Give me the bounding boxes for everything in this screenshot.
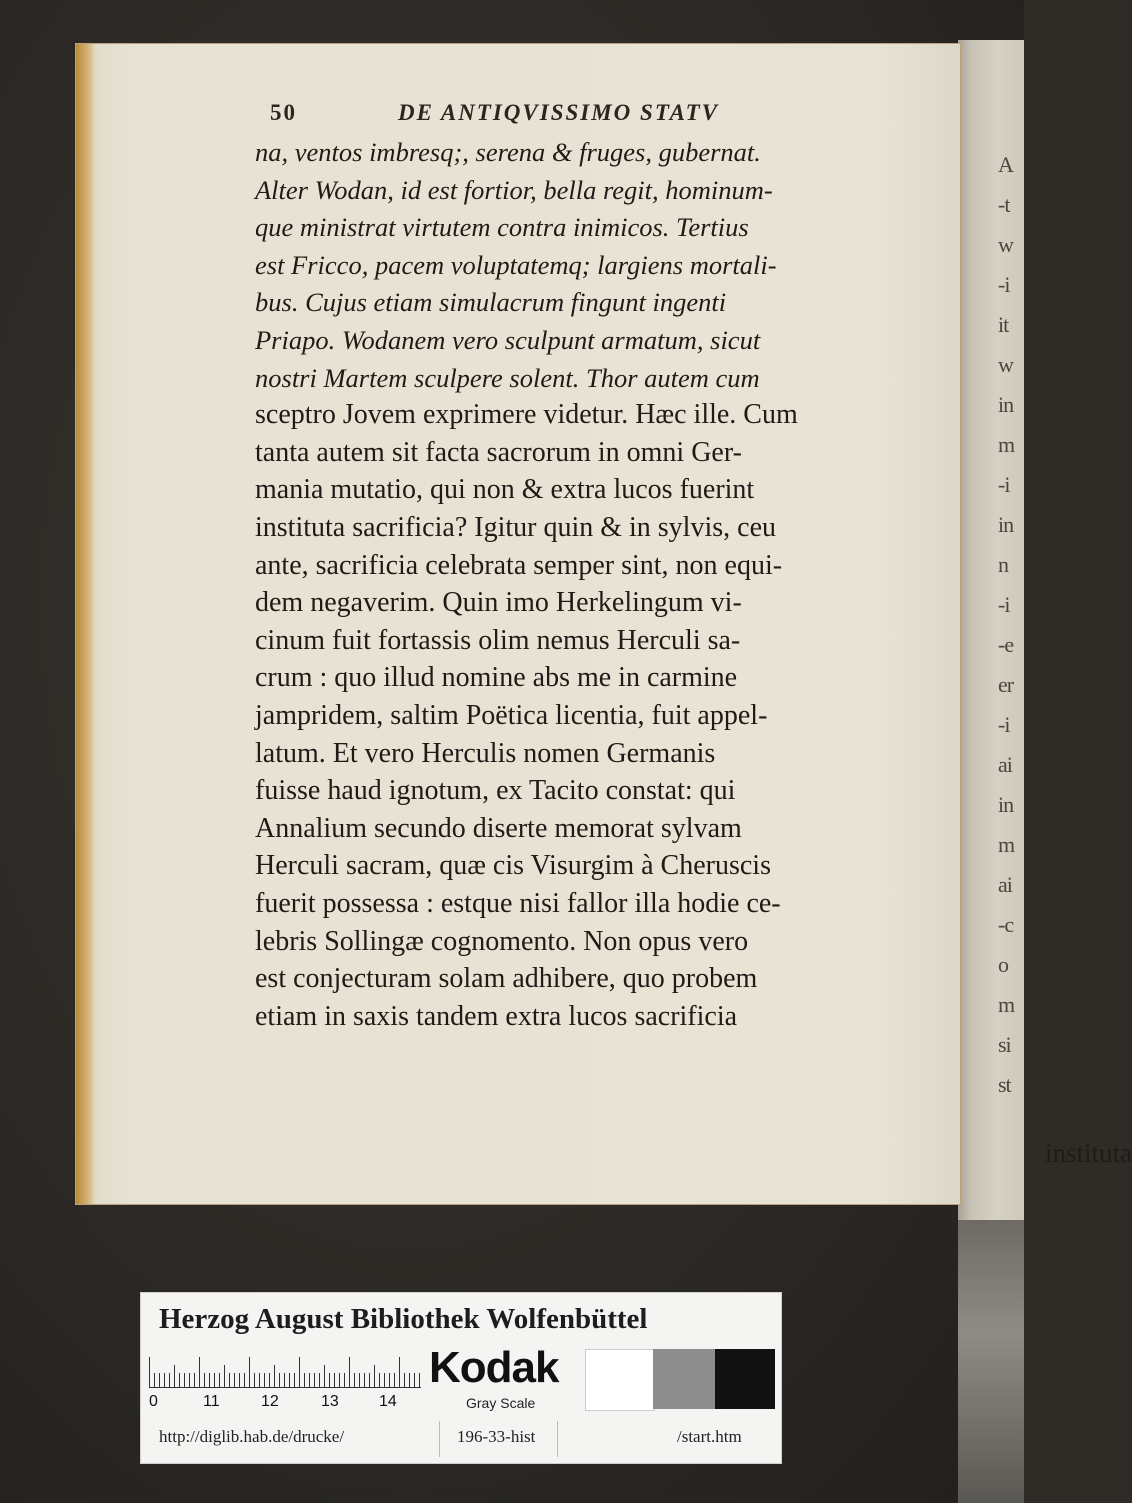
ruler-tick (379, 1373, 380, 1387)
ruler (149, 1353, 421, 1388)
neighbor-fragment: it (998, 312, 1009, 337)
neighbor-fragment: in (998, 392, 1014, 417)
ruler-tick (194, 1373, 195, 1387)
ruler-tick (369, 1373, 370, 1387)
ruler-tick (249, 1357, 250, 1387)
text-line: tanta autem sit facta sacrorum in omni Ger- (255, 436, 742, 468)
ruler-tick (339, 1373, 340, 1387)
text-line: cinum fuit fortassis olim nemus Herculi sa- (255, 624, 741, 656)
text-line: ante, sacrificia celebrata semper sint, non equi- (255, 549, 783, 581)
neighbor-fragment: -c (998, 912, 1014, 937)
gray-swatch (715, 1349, 775, 1409)
neighbor-fragment: -i (998, 272, 1010, 297)
ruler-tick (274, 1365, 275, 1387)
ruler-tick (229, 1373, 230, 1387)
neighbor-fragment: w (998, 352, 1013, 377)
neighbor-fragment: ai (998, 752, 1012, 777)
ruler-tick (309, 1373, 310, 1387)
ruler-tick (364, 1373, 365, 1387)
neighbor-fragment: m (998, 832, 1015, 857)
ruler-tick (389, 1373, 390, 1387)
neighbor-fragment: in (998, 512, 1014, 537)
text-line: latum. Et vero Herculis nomen Germanis (255, 737, 716, 769)
ruler-tick (189, 1373, 190, 1387)
ruler-tick (304, 1373, 305, 1387)
neighbor-page-text (998, 145, 1024, 1105)
gray-swatch (585, 1349, 655, 1411)
ruler-tick (384, 1373, 385, 1387)
color-card (140, 1292, 782, 1464)
text-line: etiam in saxis tandem extra lucos sacrificia (255, 1000, 738, 1032)
neighbor-fragment: si (998, 1032, 1011, 1057)
neighbor-fragment: ai (998, 872, 1012, 897)
ruler-tick (239, 1373, 240, 1387)
card-separator (557, 1421, 558, 1457)
ruler-tick (224, 1365, 225, 1387)
text-line: que ministrat virtutem contra inimicos. Tertius (255, 212, 749, 243)
text-line: Annalium secundo diserte memorat sylvam (255, 812, 742, 844)
neighbor-fragment: in (998, 792, 1014, 817)
ruler-tick (334, 1373, 335, 1387)
ruler-tick (204, 1373, 205, 1387)
page-header (270, 100, 930, 134)
ruler-tick (329, 1373, 330, 1387)
card-separator (439, 1421, 440, 1457)
text-line: lebris Sollingæ cognomento. Non opus vero (255, 925, 749, 957)
page-edge (76, 44, 94, 1204)
ruler-label: 14 (379, 1393, 397, 1410)
ruler-tick (159, 1373, 160, 1387)
text-line: na, ventos imbresq;, serena & fruges, gubernat. (255, 137, 761, 167)
ruler-tick (414, 1373, 415, 1387)
ruler-tick (394, 1373, 395, 1387)
kodak-logo: Kodak (429, 1343, 559, 1392)
ruler-tick (419, 1373, 420, 1387)
text-line: jampridem, saltim Poëtica licentia, fuit appel- (255, 700, 768, 731)
url-left: http://diglib.hab.de/drucke/ (159, 1427, 345, 1446)
text-line: mania mutatio, qui non & extra lucos fuerint (255, 474, 755, 506)
ruler-tick (289, 1373, 290, 1387)
ruler-tick (349, 1357, 350, 1387)
neighbor-fragment: m (998, 432, 1015, 457)
text-line: sceptro Jovem exprimere videtur. Hæc ille. Cum (255, 399, 798, 431)
ruler-tick (164, 1373, 165, 1387)
ruler-tick (264, 1373, 265, 1387)
ruler-tick (284, 1373, 285, 1387)
ruler-tick (254, 1373, 255, 1387)
text-line: bus. Cujus etiam simulacrum fingunt ingenti (255, 287, 727, 318)
grayscale-label: Gray Scale (466, 1395, 536, 1411)
neighbor-fragment: o (998, 952, 1008, 977)
running-title: DE ANTIQVISSIMO STATV (398, 100, 720, 125)
ruler-label: 0 (149, 1393, 158, 1410)
neighbor-fragment: -e (998, 632, 1014, 657)
text-line: fuisse haud ignotum, ex Tacito constat: qui (255, 775, 736, 807)
text-line: crum : quo illud nomine abs me in carmine (255, 662, 738, 694)
neighbor-fragment: w (998, 232, 1013, 257)
text-line: est Fricco, pacem voluptatemq; largiens mortali- (255, 249, 777, 280)
text-line: Priapo. Wodanem vero sculpunt armatum, sicut (255, 325, 761, 355)
ruler-tick (399, 1357, 400, 1387)
neighbor-fragment: -i (998, 712, 1010, 737)
ruler-tick (209, 1373, 210, 1387)
ruler-tick (244, 1373, 245, 1387)
catchword: instituta (1045, 1138, 1132, 1168)
ruler-tick (409, 1373, 410, 1387)
neighbor-fragment: m (998, 992, 1015, 1017)
ruler-tick (374, 1365, 375, 1387)
ruler-tick (359, 1373, 360, 1387)
ruler-tick (154, 1373, 155, 1387)
ruler-tick (344, 1373, 345, 1387)
text-line: fuerit possessa : estque nisi fallor illa hodie ce- (255, 888, 781, 919)
ruler-tick (319, 1373, 320, 1387)
ruler-tick (174, 1365, 175, 1387)
ruler-tick (184, 1373, 185, 1387)
ruler-tick (269, 1373, 270, 1387)
text-line: Alter Wodan, id est fortior, bella regit, hominum- (255, 174, 773, 205)
ruler-label: 12 (261, 1393, 279, 1410)
neighbor-fragment: -t (998, 192, 1010, 217)
ruler-tick (299, 1357, 300, 1387)
text-line: est conjecturam solam adhibere, quo probem (255, 963, 758, 995)
page-number: 50 (270, 100, 297, 125)
ruler-label: 11 (203, 1393, 220, 1410)
ruler-tick (404, 1373, 405, 1387)
card-title: Herzog August Bibliothek Wolfenbüttel (159, 1303, 648, 1335)
ruler-tick (169, 1373, 170, 1387)
ruler-tick (259, 1373, 260, 1387)
neighbor-page-lower (958, 1220, 1024, 1503)
neighbor-fragment: er (998, 672, 1014, 697)
ruler-tick (149, 1357, 150, 1387)
text-line: Herculi sacram, quæ cis Visurgim à Cheruscis (255, 850, 771, 882)
ruler-tick (199, 1357, 200, 1387)
text-line: dem negaverim. Quin imo Herkelingum vi- (255, 587, 742, 619)
ruler-tick (219, 1373, 220, 1387)
url-mid: 196-33-hist (457, 1427, 536, 1446)
ruler-label: 13 (321, 1393, 339, 1410)
ruler-tick (179, 1373, 180, 1387)
ruler-tick (294, 1373, 295, 1387)
ruler-tick (354, 1373, 355, 1387)
text-line: nostri Martem sculpere solent. Thor autem cum (255, 362, 760, 393)
ruler-tick (279, 1373, 280, 1387)
neighbor-fragment: A (998, 152, 1013, 177)
ruler-tick (234, 1373, 235, 1387)
url-right: /start.htm (677, 1427, 742, 1446)
ruler-tick (324, 1365, 325, 1387)
gray-swatch (653, 1349, 715, 1409)
neighbor-fragment: n (998, 552, 1008, 577)
neighbor-fragment: -i (998, 472, 1010, 497)
text-line: instituta sacrificia? Igitur quin & in sylvis, ceu (255, 512, 776, 543)
neighbor-fragment: st (998, 1072, 1011, 1097)
neighbor-fragment: -i (998, 592, 1010, 617)
ruler-tick (214, 1373, 215, 1387)
ruler-tick (314, 1373, 315, 1387)
